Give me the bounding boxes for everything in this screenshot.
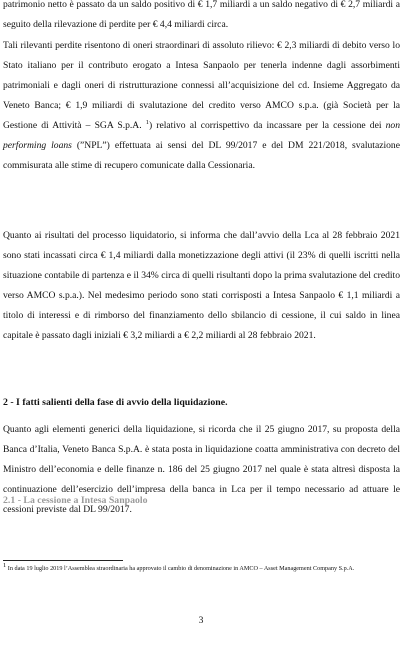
paragraph-losses-italic-term: non performing loans xyxy=(3,120,401,151)
paragraph-losses xyxy=(3,36,400,176)
footnote-divider xyxy=(3,560,123,561)
paragraph-losses-part-b: ) relativo al corrispettivo da incassare per la cessione dei xyxy=(148,120,386,131)
paragraph-losses-part-c: (”NPL”) effettuata ai sensi del DL 99/2017 e del DM 221/2018, svalutazione commisurata alle stime di recupero comunicate dalla Cessionaria. xyxy=(3,140,400,171)
footnote xyxy=(3,561,400,573)
subsection-heading: 2.1 - La cessione a Intesa Sanpaolo xyxy=(3,495,148,506)
paragraph-equity: patrimonio netto è passato da un saldo positivo di € 1,7 miliardi a un saldo negativo di € 2,7 miliardi a seguito della rilevazione di perdite per € 4,4 miliardi circa. xyxy=(3,0,400,30)
paragraph-losses-part-a: Tali rilevanti perdite risentono di oneri straordinari di assoluto rilievo: € 2,3 miliardi di debito verso lo Stato italiano per il contributo erogato a Intesa Sanpaolo per tenerla indenne dagli assorbimenti patrimoniali e dagli oneri di ristrutturazione connessi all’acquisizione del cd. Insieme Aggregato da Veneto Banca; € 1,9 miliardi di svalutazione del credito verso AMCO s.p.a. (già Società per la Gestione di Attività – SGA S.p.A. xyxy=(3,40,400,131)
section-heading: 2 - I fatti salienti della fase di avvio della liquidazione. xyxy=(3,397,228,408)
page-number: 3 xyxy=(198,615,204,626)
footnote-reference: 1 xyxy=(145,118,149,126)
footnote-marker: 1 xyxy=(3,561,7,569)
paragraph-liquidation-results: Quanto ai risultati del processo liquidatorio, si informa che dall’avvio della Lca al 28 febbraio 2021 sono stati incassati circa € 1,4 miliardi dalla monetizzazione degli attivi (il 23% di quelli iscritti nella situazione contabile di partenza e il 34% circa di quelli risultanti dopo la prima svalutazione del credito verso AMCO s.p.a.). Nel medesimo periodo sono stati corrisposti a Intesa Sanpaolo € 1,1 miliardi a titolo di interessi e di rimborso del finanziamento dello sbilancio di cessione, il cui saldo in linea capitale è passato dagli iniziali € 3,2 miliardi a € 2,2 miliardi al 28 febbraio 2021. xyxy=(3,230,400,341)
footnote-text: In data 19 luglio 2019 l’Assemblea straordinaria ha approvato il cambio di denominazione in AMCO – Asset Management Company S.p.A. xyxy=(6,565,355,572)
paragraph-liquidation-elements: Quanto agli elementi generici della liquidazione, si ricorda che il 25 giugno 2017, su proposta della Banca d’Italia, Veneto Banca S.p.A. è stata posta in liquidazione coatta amministrativa con decreto del Ministro dell’economia e delle finanze n. 186 del 25 giugno 2017 nel quale è stata altresì disposta la continuazione dell’esercizio dell’impresa della banca in Lca per il tempo necessario ad attuare le cessioni previste dal DL 99/2017. xyxy=(3,424,400,515)
